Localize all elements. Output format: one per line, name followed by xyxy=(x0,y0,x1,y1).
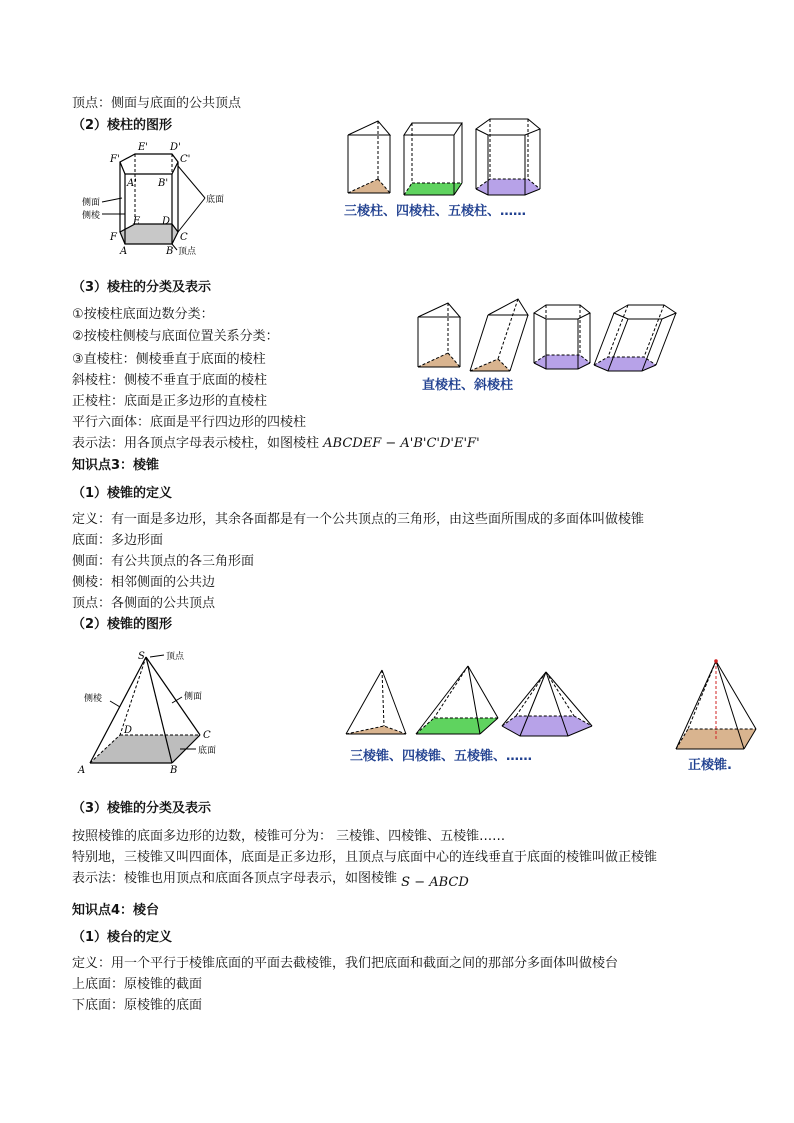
prism-classify-line-4: 斜棱柱：侧棱不垂直于底面的棱柱 xyxy=(72,373,268,388)
prism-classify-line-2: ②按棱柱侧棱与底面位置关系分类： xyxy=(72,329,279,344)
frustum-def-line-3: 下底面：原棱锥的底面 xyxy=(72,998,203,1013)
prism-vertex-def: 顶点：侧面与底面的公共顶点 xyxy=(72,96,242,111)
pyramid-def-line-5: 顶点：各侧面的公共顶点 xyxy=(72,596,216,611)
label-vertex: 顶点 xyxy=(178,247,197,257)
regular-pyramid-caption: 正棱锥. xyxy=(688,758,732,773)
frustum-def-line-2: 上底面：原棱锥的截面 xyxy=(72,977,203,992)
prism-classify-heading: （3）棱柱的分类及表示 xyxy=(72,280,212,295)
pyramid-def-line-1: 定义：有一面是多边形，其余各面都是有一个公共顶点的三角形，由这些面所围成的多面体叫做棱锥 xyxy=(72,512,645,527)
right-oblique-prism-figure xyxy=(412,295,692,395)
label-lateral-edge: 侧棱 xyxy=(84,694,103,704)
label-D: D xyxy=(124,725,133,736)
hexagonal-prism-diagram xyxy=(80,140,250,270)
label-A: A xyxy=(120,246,128,257)
prism-types-figure xyxy=(340,115,550,225)
right-oblique-caption: 直棱柱、斜棱柱 xyxy=(422,378,514,393)
label-vertex: 顶点 xyxy=(166,652,185,662)
label-B: B xyxy=(166,246,174,257)
pyramid-figure-heading: （2）棱锥的图形 xyxy=(72,617,173,632)
prism-notation-text: 表示法：用各顶点字母表示棱柱，如图棱柱 xyxy=(72,436,320,451)
pyramid-def-line-4: 侧棱：相邻侧面的公共边 xyxy=(72,575,216,590)
pyramid-types-caption: 三棱锥、四棱锥、五棱锥、…… xyxy=(350,749,533,764)
pyramid-notation-text: 表示法：棱锥也用顶点和底面各顶点字母表示，如图棱锥 xyxy=(72,871,398,886)
pyramid-def-line-3: 侧面：有公共顶点的各三角形面 xyxy=(72,554,255,569)
label-base: 底面 xyxy=(206,195,225,205)
pyramid-notation xyxy=(72,870,469,888)
label-A-prime: A' xyxy=(127,178,137,189)
label-E-prime: E' xyxy=(138,142,149,153)
triangular-prism-base xyxy=(348,179,390,193)
square-pyramid-diagram xyxy=(76,645,236,780)
pyramid-classify-heading: （3）棱锥的分类及表示 xyxy=(72,801,212,816)
pyramid-notation-formula: S − ABCD xyxy=(401,875,469,890)
prism-classify-line-5: 正棱柱：底面是正多边形的直棱柱 xyxy=(72,394,268,409)
label-side-face: 侧面 xyxy=(184,692,203,702)
pyramid-title: 知识点3：棱锥 xyxy=(72,458,160,473)
regular-pyramid-figure xyxy=(668,655,768,775)
label-E: E xyxy=(133,216,141,227)
label-base: 底面 xyxy=(198,746,217,756)
prism-types-caption: 三棱柱、四棱柱、五棱柱、…… xyxy=(344,204,527,219)
label-C-prime: C' xyxy=(180,154,191,165)
label-F-prime: F' xyxy=(110,154,120,165)
quadrangular-prism-base xyxy=(404,183,462,195)
label-D: D xyxy=(162,216,171,227)
label-D-prime: D' xyxy=(170,142,181,153)
frustum-def-heading: （1）棱台的定义 xyxy=(72,930,173,945)
pyramid-classify-line-1: 按照棱锥的底面多边形的边数，棱锥可分为： 三棱锥、四棱锥、五棱锥…… xyxy=(72,829,506,844)
prism-figure-heading: （2）棱柱的图形 xyxy=(72,118,173,133)
pyramid-types-figure xyxy=(340,660,600,770)
prism-notation-formula: ABCDEF − A'B'C'D'E'F' xyxy=(323,436,480,451)
pyramid-def-heading: （1）棱锥的定义 xyxy=(72,486,173,501)
label-B-prime: B' xyxy=(158,178,169,189)
label-side-face: 侧面 xyxy=(82,198,101,208)
label-B: B xyxy=(170,765,178,776)
label-F: F xyxy=(110,232,117,243)
pyramid-classify-line-2: 特别地，三棱锥又叫四面体，底面是正多边形，且顶点与底面中心的连线垂直于底面的棱锥叫做正棱锥 xyxy=(72,850,658,865)
frustum-title: 知识点4：棱台 xyxy=(72,903,160,918)
pyramid-def-line-2: 底面：多边形面 xyxy=(72,533,164,548)
frustum-def-line-1: 定义：用一个平行于棱锥底面的平面去截棱锥，我们把底面和截面之间的那部分多面体叫做棱台 xyxy=(72,956,619,971)
label-S: S xyxy=(138,651,145,662)
label-lateral-edge: 侧棱 xyxy=(82,211,101,221)
label-C: C xyxy=(180,232,188,243)
prism-classify-line-3: ③直棱柱：侧棱垂直于底面的棱柱 xyxy=(72,352,266,367)
prism-classify-line-1: ①按棱柱底面边数分类： xyxy=(72,307,214,322)
prism-classify-line-6: 平行六面体：底面是平行四边形的四棱柱 xyxy=(72,415,307,430)
label-C: C xyxy=(203,730,211,741)
prism-notation xyxy=(72,435,480,453)
label-A: A xyxy=(78,765,86,776)
